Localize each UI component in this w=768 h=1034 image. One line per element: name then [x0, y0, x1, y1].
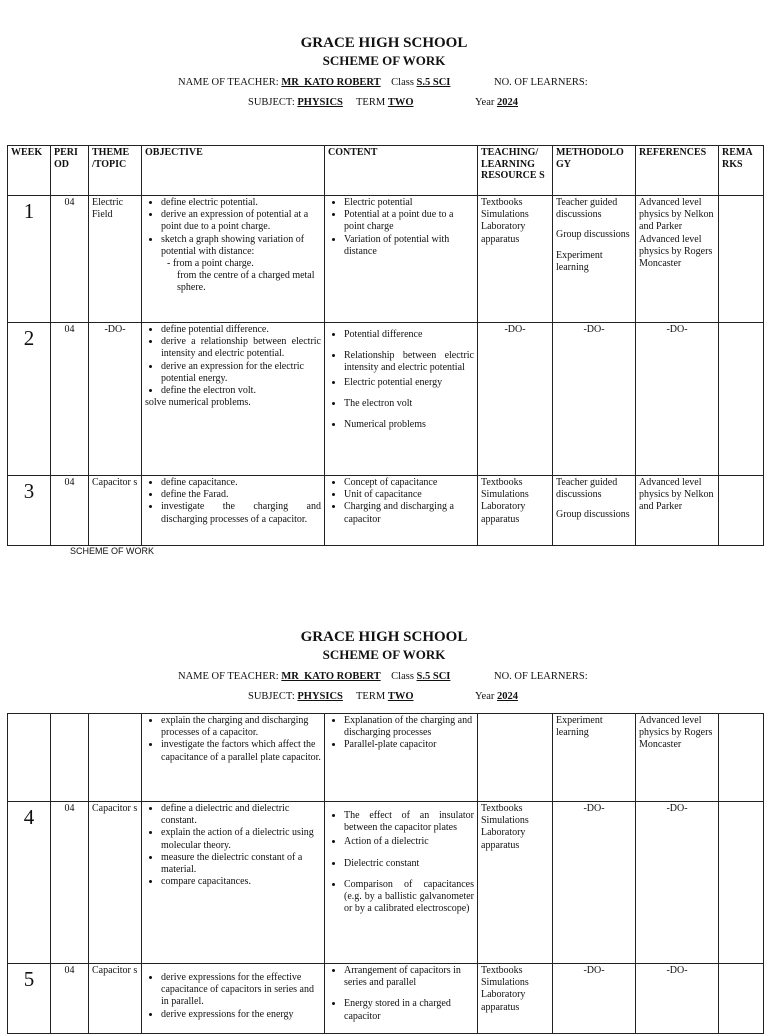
remarks-cell — [719, 323, 764, 476]
table-row — [8, 714, 764, 802]
theme: Capacitor s — [89, 476, 142, 546]
objective-cell — [142, 714, 325, 802]
theme: Capacitor s — [89, 964, 142, 1034]
list-item: • define a dielectric and dielectric constant. — [161, 803, 321, 827]
content-cell — [325, 476, 478, 546]
class-value: S.5 SCI — [416, 671, 451, 682]
references-cell: -DO- — [636, 964, 719, 1034]
list-item: • Concept of capacitance — [344, 477, 474, 489]
list-item: • Energy stored in a charged capacitor — [344, 998, 474, 1022]
references-cell: Advanced level physics by Nelkon and Parker Advanced level physics by Rogers Moncaster — [636, 196, 719, 323]
week-number: 3 — [8, 476, 51, 546]
list-item: • define potential difference. — [161, 324, 321, 336]
teacher-name: MR KATO ROBERT — [281, 77, 381, 88]
subject-line: SUBJECT: PHYSICS TERM TWO — [248, 691, 414, 702]
content-cell — [325, 196, 478, 323]
subject-value: PHYSICS — [297, 97, 343, 108]
col-header: OBJECTIVE — [142, 146, 325, 196]
teacher-line: NAME OF TEACHER: MR KATO ROBERT Class S.5 SCI — [178, 671, 451, 682]
col-header: WEEK — [8, 146, 51, 196]
references-cell: -DO- — [636, 802, 719, 964]
week-number: 1 — [8, 196, 51, 323]
document-title: SCHEME OF WORK — [322, 647, 446, 662]
list-item: • define the electron volt. — [161, 385, 321, 397]
list-item: • derive expressions for the energy — [161, 1009, 321, 1021]
year-value: 2024 — [496, 691, 518, 702]
list-item: • Electric potential — [344, 197, 474, 209]
list-item: • Charging and discharging a capacitor — [344, 501, 474, 525]
methodology-cell: -DO- — [553, 323, 636, 476]
remarks-cell — [719, 964, 764, 1034]
list-item: • define capacitance. — [161, 477, 321, 489]
list-item: • Arrangement of capacitors in series and parallel — [344, 965, 474, 989]
table-header-row — [8, 146, 764, 196]
year-line: Year 2024 — [475, 691, 518, 702]
resources-cell: Textbooks Simulations Laboratory apparatus — [478, 802, 553, 964]
list-item: • derive a relationship between electric intensity and electric potential. — [161, 336, 321, 360]
remarks-cell — [719, 476, 764, 546]
school-name: GRACE HIGH SCHOOL — [300, 35, 468, 51]
theme: Electric Field — [89, 196, 142, 323]
content-cell — [325, 323, 478, 476]
subject-value: PHYSICS — [297, 691, 343, 702]
list-item: • investigate the charging and discharging processes of a capacitor. — [161, 501, 321, 525]
list-item: • Explanation of the charging and discharging processes — [344, 715, 474, 739]
col-header: PERI OD — [51, 146, 89, 196]
list-item: • measure the dielectric constant of a material. — [161, 852, 321, 876]
list-item: • Unit of capacitance — [344, 489, 474, 501]
list-item: • sketch a graph showing variation of potential with distance: — [161, 234, 321, 258]
objective-cell — [142, 323, 325, 476]
col-header: THEME /TOPIC — [89, 146, 142, 196]
period: 04 — [51, 196, 89, 323]
methodology-cell: Teacher guided discussions Group discussions — [553, 476, 636, 546]
objective-cell — [142, 802, 325, 964]
table-row — [8, 323, 764, 476]
list-item: • define the Farad. — [161, 489, 321, 501]
theme: Capacitor s — [89, 802, 142, 964]
methodology-cell: -DO- — [553, 964, 636, 1034]
resources-cell: Textbooks Simulations Laboratory apparatus — [478, 196, 553, 323]
list-item: • derive an expression of potential at a point due to a point charge. — [161, 209, 321, 233]
list-item: • derive an expression for the electric potential energy. — [161, 361, 321, 385]
list-item: • Dielectric constant — [344, 858, 474, 870]
list-item: • Potential at a point due to a point charge — [344, 209, 474, 233]
list-item: • Variation of potential with distance — [344, 234, 474, 258]
list-item: • Action of a dielectric — [344, 836, 474, 848]
content-cell — [325, 802, 478, 964]
list-item: • explain the charging and discharging processes of a capacitor. — [161, 715, 321, 739]
class-value: S.5 SCI — [416, 77, 451, 88]
methodology-cell: Teacher guided discussions Group discussions Experiment learning — [553, 196, 636, 323]
school-name: GRACE HIGH SCHOOL — [300, 629, 468, 645]
subject-line: SUBJECT: PHYSICS TERM TWO — [248, 97, 414, 108]
sub-item: - from a point charge. — [167, 258, 254, 270]
table-row — [8, 196, 764, 323]
list-item: • compare capacitances. — [161, 876, 321, 888]
content-cell — [325, 964, 478, 1034]
scheme-table-page-2 — [7, 713, 764, 1034]
references-cell: Advanced level physics by Nelkon and Parker — [636, 476, 719, 546]
list-item: • explain the action of a dielectric using molecular theory. — [161, 827, 321, 851]
sub-item: from the centre of a charged metal sphere. — [177, 270, 315, 294]
objective-tail: solve numerical problems. — [145, 397, 251, 409]
list-item: • Potential difference — [344, 329, 474, 341]
week-number: 2 — [8, 323, 51, 476]
period: 04 — [51, 323, 89, 476]
learners-label: NO. OF LEARNERS: — [494, 77, 588, 88]
theme — [89, 714, 142, 802]
list-item: • Numerical problems — [344, 419, 474, 431]
term-value: TWO — [387, 691, 414, 702]
term-value: TWO — [387, 97, 414, 108]
resources-cell: Textbooks Simulations Laboratory apparatus — [478, 476, 553, 546]
content-cell — [325, 714, 478, 802]
methodology-cell: Experiment learning — [553, 714, 636, 802]
week-number — [8, 714, 51, 802]
methodology-cell: -DO- — [553, 802, 636, 964]
period: 04 — [51, 476, 89, 546]
footer-label: SCHEME OF WORK — [70, 546, 155, 556]
teacher-name: MR KATO ROBERT — [281, 671, 381, 682]
list-item: • Comparison of capacitances (e.g. by a ballistic galvanometer or by a calibrated electroscope) — [344, 879, 474, 916]
table-row — [8, 802, 764, 964]
objective-cell — [142, 476, 325, 546]
col-header: REFERENCES — [636, 146, 719, 196]
resources-cell — [478, 714, 553, 802]
list-item: • Relationship between electric intensity and electric potential — [344, 350, 474, 374]
list-item: • define electric potential. — [161, 197, 321, 209]
objective-cell — [142, 964, 325, 1034]
list-item: • Electric potential energy — [344, 377, 474, 389]
remarks-cell — [719, 196, 764, 323]
week-number: 4 — [8, 802, 51, 964]
list-item: • investigate the factors which affect the capacitance of a parallel plate capacitor. — [161, 739, 321, 763]
learners-label: NO. OF LEARNERS: — [494, 671, 588, 682]
table-row — [8, 476, 764, 546]
remarks-cell — [719, 714, 764, 802]
col-header: REMA RKS — [719, 146, 764, 196]
teacher-line: NAME OF TEACHER: MR KATO ROBERT Class S.5 SCI — [178, 77, 451, 88]
references-cell: -DO- — [636, 323, 719, 476]
references-cell: Advanced level physics by Rogers Moncaster — [636, 714, 719, 802]
col-header: METHODOLO GY — [553, 146, 636, 196]
col-header: TEACHING/ LEARNING RESOURCE S — [478, 146, 553, 196]
period: 04 — [51, 802, 89, 964]
list-item: • Parallel-plate capacitor — [344, 739, 474, 751]
resources-cell: Textbooks Simulations Laboratory apparatus — [478, 964, 553, 1034]
period — [51, 714, 89, 802]
list-item: • The electron volt — [344, 398, 474, 410]
list-item: • The effect of an insulator between the capacitor plates — [344, 810, 474, 834]
resources-cell: -DO- — [478, 323, 553, 476]
col-header: CONTENT — [325, 146, 478, 196]
table-row — [8, 964, 764, 1034]
week-number: 5 — [8, 964, 51, 1034]
period: 04 — [51, 964, 89, 1034]
theme: -DO- — [89, 323, 142, 476]
year-value: 2024 — [496, 97, 518, 108]
document-title: SCHEME OF WORK — [322, 53, 446, 68]
year-line: Year 2024 — [475, 97, 518, 108]
list-item: • derive expressions for the effective capacitance of capacitors in series and in parallel. — [161, 972, 321, 1009]
scheme-table-page-1 — [7, 145, 764, 546]
remarks-cell — [719, 802, 764, 964]
objective-cell — [142, 196, 325, 323]
